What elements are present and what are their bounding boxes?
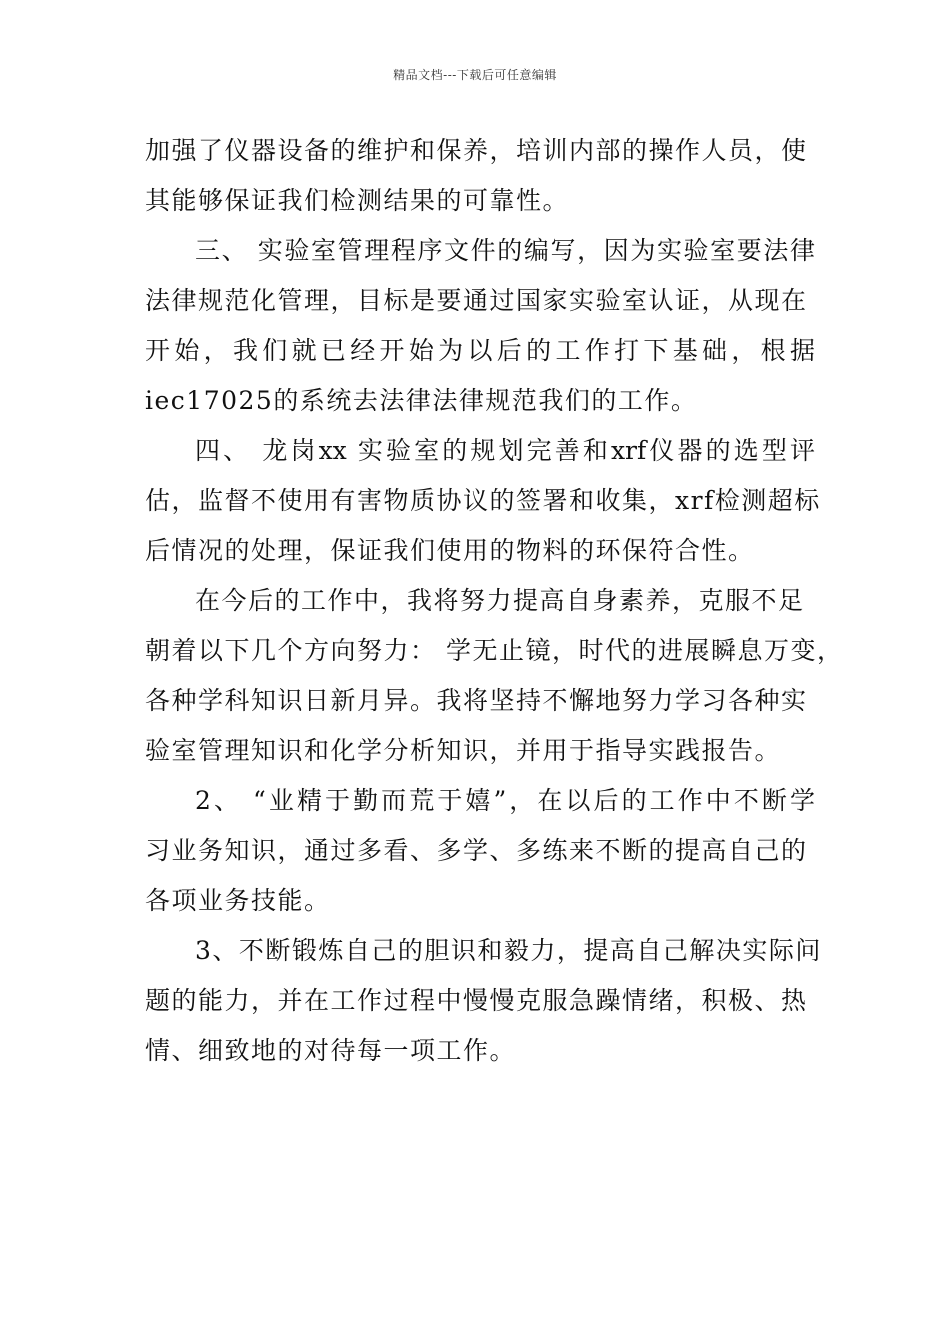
- text-line: 朝着以下几个方向努力： 学无止镜，时代的进展瞬息万变，: [145, 636, 844, 665]
- text-line: 估，监督不使用有害物质协议的签署和收集，xrf检测超标: [145, 486, 821, 515]
- document-body: [145, 126, 844, 1076]
- text-line: 后情况的处理，保证我们使用的物料的环保符合性。: [145, 536, 755, 565]
- text-line: 题的能力，并在工作过程中慢慢克服急躁情绪，积极、热: [145, 986, 808, 1015]
- text-line: 2、 “业精于勤而荒于嬉”，在以后的工作中不断学: [195, 786, 815, 815]
- text-line: 开始，我们就已经开始为以后的工作打下基础，根据: [145, 336, 815, 365]
- text-line: 四、 龙岗xx 实验室的规划完善和xrf仪器的选型评: [195, 436, 815, 465]
- text-line: 各项业务技能。: [145, 886, 331, 915]
- text-line: 在今后的工作中，我将努力提高自身素养，克服不足: [195, 586, 805, 615]
- text-line: 3、不断锻炼自己的胆识和毅力，提高自己解决实际问: [195, 936, 822, 965]
- text-line: iec17025的系统去法律法律规范我们的工作。: [145, 386, 698, 415]
- text-line: 习业务知识，通过多看、多学、多练来不断的提高自己的: [145, 836, 808, 865]
- text-line: 法律规范化管理，目标是要通过国家实验室认证，从现在: [145, 286, 808, 315]
- page-header: 精品文档---下载后可任意编辑: [393, 68, 557, 82]
- text-line: 其能够保证我们检测结果的可靠性。: [145, 186, 570, 215]
- text-line: 加强了仪器设备的维护和保养，培训内部的操作人员，使: [145, 136, 808, 165]
- text-line: 各种学科知识日新月异。我将坚持不懈地努力学习各种实: [145, 686, 808, 715]
- text-line: 三、 实验室管理程序文件的编写，因为实验室要法律: [195, 236, 815, 265]
- text-line: 情、细致地的对待每一项工作。: [145, 1036, 517, 1065]
- text-line: 验室管理知识和化学分析知识，并用于指导实践报告。: [145, 736, 782, 765]
